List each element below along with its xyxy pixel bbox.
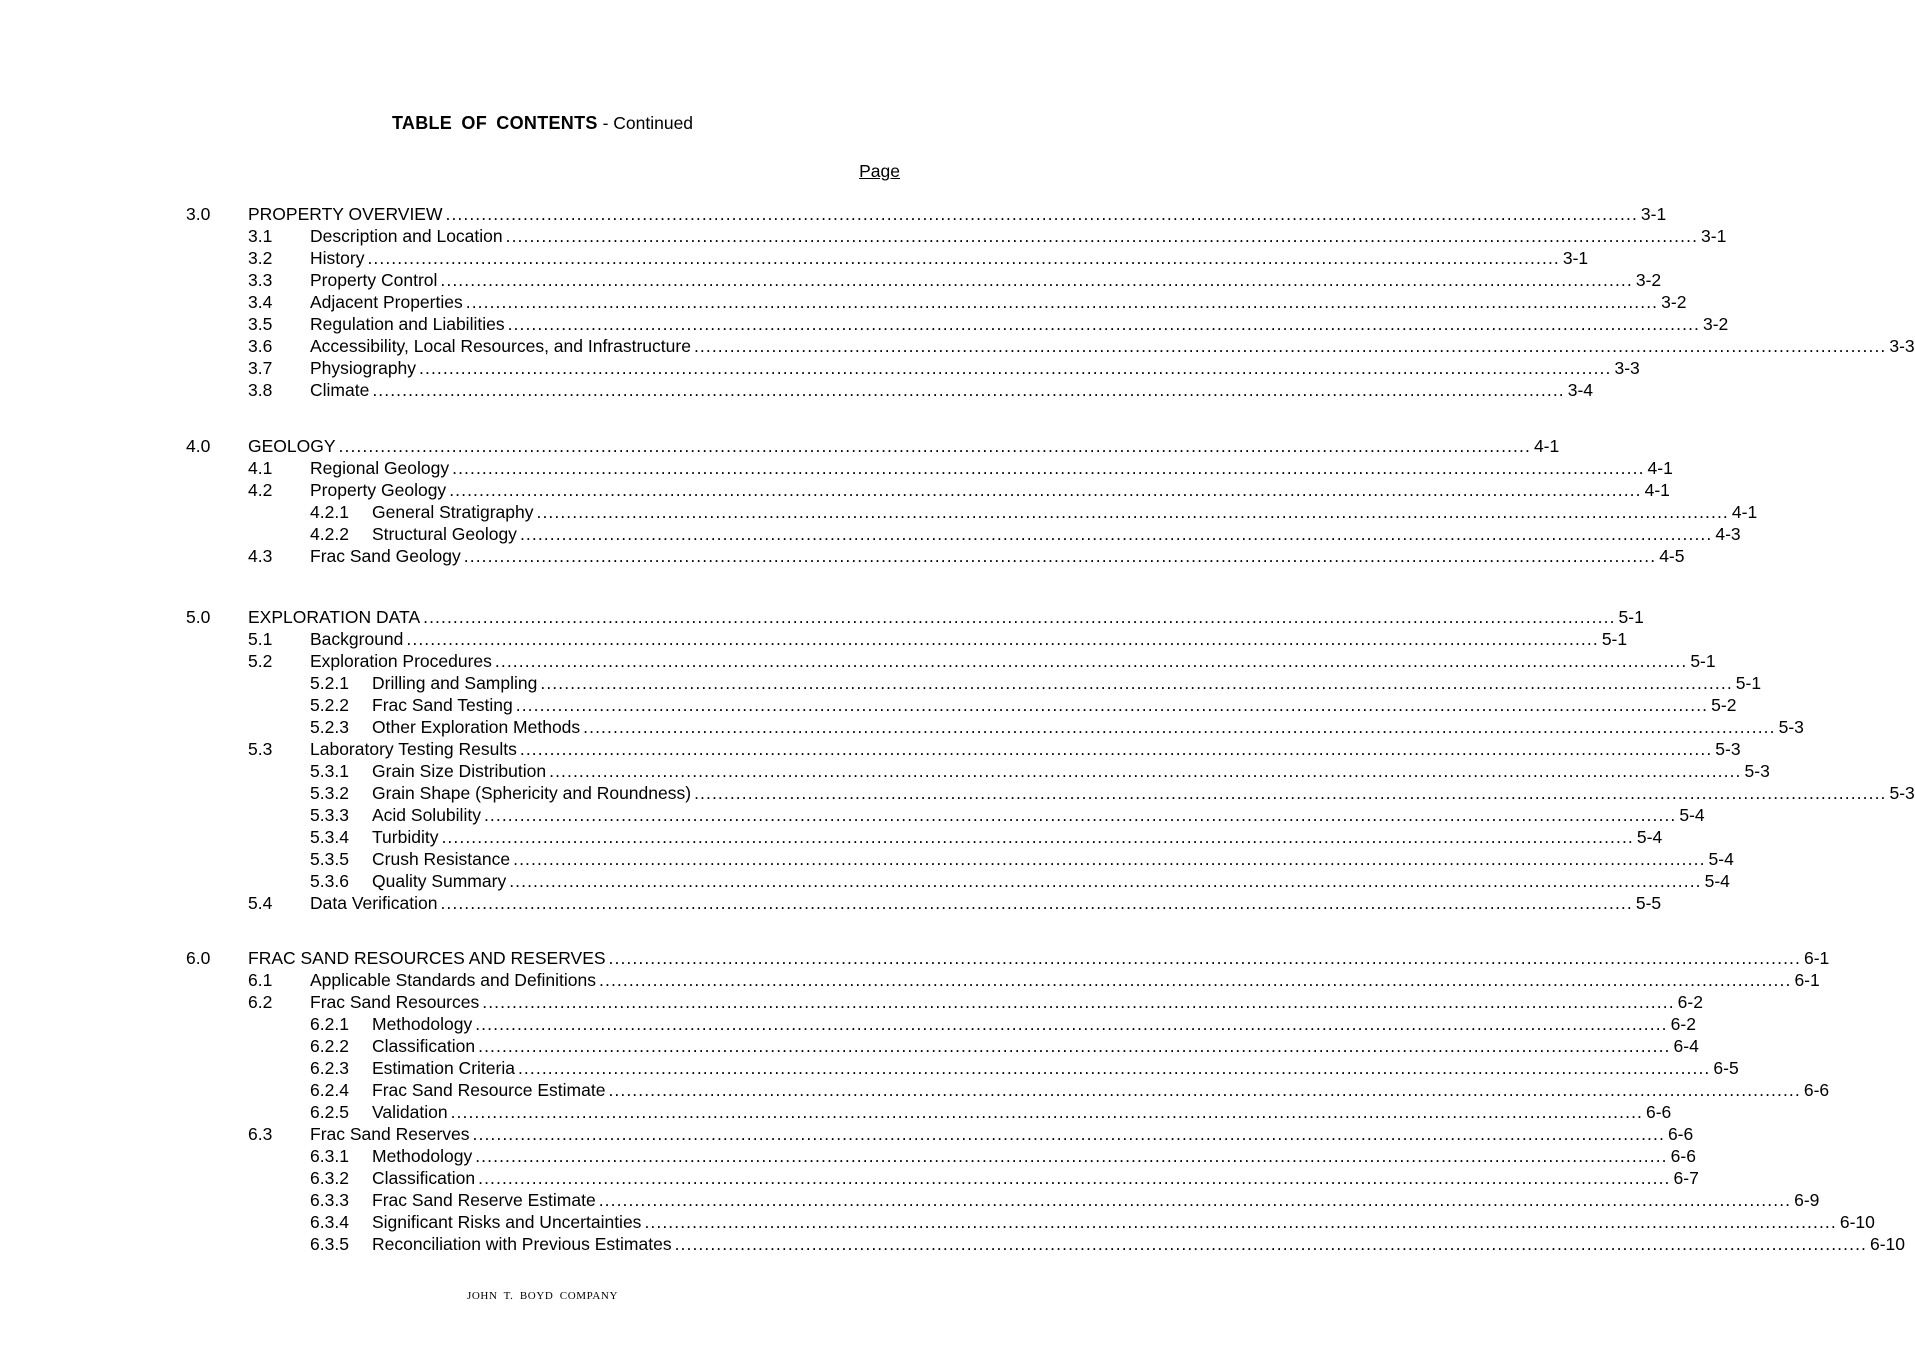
toc-entry-number: 3.8 [248,380,273,400]
toc-entry-leader-line [310,379,1594,401]
toc-entry-title: Adjacent Properties [310,292,463,312]
dot-leader: ........................................................................................................................................................................................................ [372,380,1565,400]
toc-entry-number: 6.2.5 [310,1102,349,1122]
dot-leader: ........................................................................................................................................................................................................ [472,1124,1665,1144]
toc-entry-title: Validation [372,1102,448,1122]
toc-entry-leader-line [310,335,1915,357]
toc-entry [0,628,1628,650]
dot-leader: ........................................................................................................................................................................................................ [483,805,1677,825]
page-column-header: Page [859,161,900,181]
toc-entry-leader-line [310,291,1687,313]
dot-leader: ........................................................................................................................................................................................................ [494,651,1688,671]
toc-entry-leader-line [310,991,1703,1013]
title-bold: TABLE OF CONTENTS [391,113,598,133]
dot-leader: ........................................................................................................................................................................................................ [517,1058,1711,1078]
toc-entry-leader-line [310,269,1662,291]
toc-entry [0,1189,1820,1211]
dot-leader: ........................................................................................................................................................................................................ [608,1080,1801,1100]
toc-entry-number: 6.3 [248,1124,273,1144]
toc-entry-page: 5-3 [1889,783,1915,803]
toc-entry-page: 5-4 [1704,871,1730,891]
dot-leader: ........................................................................................................................................................................................................ [406,629,1599,649]
toc-entry-number: 5.3.4 [310,827,349,847]
toc-entry-title: Estimation Criteria [372,1058,515,1078]
toc-entry-number: 5.2.1 [310,673,349,693]
toc-entry-page: 3-3 [1889,336,1915,356]
toc-entry-page: 5-5 [1635,893,1662,913]
toc-entry-leader-line [372,672,1762,694]
toc-entry-page: 4-1 [1647,458,1673,478]
toc-entry-title: Frac Sand Reserve Estimate [372,1190,596,1210]
toc-entry-page: 3-3 [1614,358,1640,378]
toc-entry [0,501,1758,523]
dot-leader: ........................................................................................................................................................................................................ [674,1234,1867,1254]
toc-entry [0,738,1741,760]
title-suffix: - Continued [597,113,694,133]
toc-entry-title: GEOLOGY [248,436,336,456]
toc-entry-title: Grain Shape (Sphericity and Roundness) [372,783,692,803]
toc-entry-title: PROPERTY OVERVIEW [248,204,443,224]
toc-entry-title: Property Control [310,270,438,290]
toc-entry-leader-line [310,313,1729,335]
toc-entry [0,1057,1739,1079]
dot-leader: ........................................................................................................................................................................................................ [515,695,1709,715]
toc-entry-title: Structural Geology [372,524,517,544]
toc-entry-title: History [310,248,365,268]
toc-entry [0,435,1560,457]
dot-leader: ........................................................................................................................................................................................................ [694,783,1887,803]
toc-entry-number: 6.3.5 [310,1234,349,1254]
toc-entry [0,1167,1699,1189]
toc-entry [0,1123,1694,1145]
toc-entry-leader-line [372,716,1804,738]
toc-entry-page: 5-4 [1708,849,1734,869]
toc-entry-leader-line [310,225,1727,247]
toc-entry-number: 3.6 [248,336,273,356]
toc-entry-number: 5.0 [186,607,211,627]
toc-entry [0,357,1640,379]
toc-entry-page: 3-1 [1701,226,1727,246]
toc-entry [0,694,1737,716]
toc-entry-leader-line [372,1079,1830,1101]
toc-entry-number: 3.7 [248,358,273,378]
toc-entry-page: 5-1 [1690,651,1716,671]
toc-entry-title: Classification [372,1168,476,1188]
toc-entry [0,892,1662,914]
toc-entry-number: 6.2.4 [310,1080,349,1100]
toc-entry [0,1079,1830,1101]
toc-entry-number: 6.2.1 [310,1014,349,1034]
toc-entry-title: General Stratigraphy [372,502,534,522]
toc-entry-number: 5.1 [248,629,273,649]
toc-entry-page: 6-9 [1794,1190,1820,1210]
toc-entry-leader-line [372,782,1915,804]
toc-entry-number: 6.1 [248,970,273,990]
toc-entry-title: Methodology [372,1014,473,1034]
toc-entry-leader-line [372,1057,1739,1079]
toc-entry-page: 6-6 [1646,1102,1672,1122]
toc-entry-number: 3.4 [248,292,273,312]
toc-entry [0,457,1673,479]
toc-entry-leader-line [372,1189,1820,1211]
dot-leader: ........................................................................................................................................................................................................ [599,970,1792,990]
dot-leader: ........................................................................................................................................................................................................ [513,849,1706,869]
toc-entry-title: EXPLORATION DATA [248,607,421,627]
toc-entry [0,650,1716,672]
toc-entry-number: 4.2.1 [310,502,349,522]
toc-entry-leader-line [372,1035,1699,1057]
toc-entry-leader-line [372,1101,1672,1123]
toc-entry-number: 5.2.3 [310,717,349,737]
toc-entry-page: 6-6 [1670,1146,1696,1166]
toc-entry [0,523,1741,545]
toc-entry-page: 6-10 [1839,1212,1875,1232]
dot-leader: ........................................................................................................................................................................................................ [440,270,1633,290]
toc-entry-number: 6.3.1 [310,1146,349,1166]
dot-leader: ........................................................................................................................................................................................................ [445,204,1638,224]
toc-entry-number: 6.3.2 [310,1168,349,1188]
toc-entry-leader-line [310,247,1589,269]
dot-leader: ........................................................................................................................................................................................................ [505,226,1699,246]
toc-entry-page: 3-2 [1635,270,1662,290]
toc-entry [0,1013,1696,1035]
toc-entry-title: Frac Sand Reserves [310,1124,470,1144]
toc-entry-title: Frac Sand Resource Estimate [372,1080,606,1100]
dot-leader: ........................................................................................................................................................................................................ [367,248,1560,268]
dot-leader: ........................................................................................................................................................................................................ [540,673,1733,693]
toc-entry-page: 3-2 [1703,314,1729,334]
toc-entry-title: Physiography [310,358,417,378]
toc-entry [0,947,1830,969]
toc-entry [0,379,1594,401]
toc-entry-number: 4.2 [248,480,273,500]
toc-entry-title: Regulation and Liabilities [310,314,505,334]
toc-entry-leader-line [248,435,1560,457]
toc-entry-leader-line [310,1123,1694,1145]
toc-entry [0,760,1770,782]
toc-entry-page: 6-7 [1673,1168,1699,1188]
toc-entry-page: 6-6 [1667,1124,1694,1144]
toc-entry-title: Crush Resistance [372,849,511,869]
dot-leader: ........................................................................................................................................................................................................ [478,1168,1671,1188]
dot-leader: ........................................................................................................................................................................................................ [452,458,1645,478]
toc-entry [0,203,1667,225]
toc-entry-number: 4.1 [248,458,273,478]
toc-entry [0,716,1804,738]
toc-entry-title: Quality Summary [372,871,507,891]
dot-leader: ........................................................................................................................................................................................................ [441,827,1634,847]
toc-entry-page: 4-1 [1644,480,1670,500]
toc-entry-title: Other Exploration Methods [372,717,581,737]
dot-leader: ........................................................................................................................................................................................................ [536,502,1729,522]
toc-entry-leader-line [372,501,1758,523]
toc-entry-title: Background [310,629,404,649]
toc-entry-page: 6-10 [1870,1234,1906,1254]
toc-entry-title: Climate [310,380,370,400]
toc-entry-leader-line [372,848,1734,870]
toc-entry [0,313,1729,335]
dot-leader: ........................................................................................................................................................................................................ [583,717,1776,737]
dot-leader: ........................................................................................................................................................................................................ [507,314,1700,334]
toc-entry-page: 5-2 [1711,695,1737,715]
toc-entry-title: Drilling and Sampling [372,673,538,693]
toc-entry-title: Accessibility, Local Resources, and Infrastructure [310,336,691,356]
toc-entry [0,247,1589,269]
toc-entry-page: 4-1 [1731,502,1758,522]
toc-entry-leader-line [372,826,1663,848]
toc-entry-leader-line [372,870,1730,892]
toc-entry-title: Classification [372,1036,476,1056]
page-title [0,113,1055,134]
toc-entry-leader-line [310,628,1628,650]
dot-leader: ........................................................................................................................................................................................................ [338,436,1531,456]
toc-entry [0,826,1663,848]
toc-entry-leader-line [372,760,1770,782]
toc-entry-title: Significant Risks and Uncertainties [372,1212,642,1232]
toc-entry-page: 6-6 [1803,1080,1830,1100]
toc-entry-title: Description and Location [310,226,503,246]
dot-leader: ........................................................................................................................................................................................................ [463,546,1657,566]
toc-entry [0,969,1820,991]
toc-entry-number: 5.3.1 [310,761,349,781]
dot-leader: ........................................................................................................................................................................................................ [478,1036,1671,1056]
dot-leader: ........................................................................................................................................................................................................ [482,992,1675,1012]
toc-entry [0,1035,1699,1057]
toc-entry-page: 3-1 [1640,204,1667,224]
toc-entry-title: Frac Sand Resources [310,992,480,1012]
toc-entry-number: 6.0 [186,948,211,968]
toc-entry [0,870,1730,892]
toc-entry-leader-line [372,804,1705,826]
toc-entry-leader-line [372,1233,1906,1255]
toc-entry-leader-line [310,545,1685,567]
toc-entry-title: Frac Sand Geology [310,546,461,566]
toc-entry-leader-line [310,650,1716,672]
toc-entry-title: Applicable Standards and Definitions [310,970,597,990]
toc-entry-page: 5-3 [1778,717,1804,737]
toc-entry-number: 3.1 [248,226,273,246]
toc-entry [0,269,1662,291]
toc-entry-title: FRAC SAND RESOURCES AND RESERVES [248,948,606,968]
toc-entry-number: 3.3 [248,270,273,290]
toc-entry-number: 6.3.4 [310,1212,349,1232]
toc-entry-number: 5.4 [248,893,273,913]
dot-leader: ........................................................................................................................................................................................................ [465,292,1659,312]
toc-entry-number: 5.3.2 [310,783,349,803]
toc-entry-title: Methodology [372,1146,473,1166]
toc-entry-leader-line [310,738,1741,760]
toc-entry-page: 5-1 [1601,629,1628,649]
toc-entry-leader-line [310,357,1640,379]
footer-company: JOHN T. BOYD COMPANY [467,1290,618,1302]
toc-entry-number: 5.3.6 [310,871,349,891]
toc-entry-page: 6-1 [1794,970,1820,990]
toc-entry-leader-line [310,479,1670,501]
dot-leader: ........................................................................................................................................................................................................ [475,1146,1668,1166]
toc-entry-leader-line [372,694,1737,716]
toc-entry-page: 4-5 [1659,546,1685,566]
dot-leader: ........................................................................................................................................................................................................ [598,1190,1792,1210]
toc-entry-leader-line [372,1145,1696,1167]
dot-leader: ........................................................................................................................................................................................................ [509,871,1702,891]
toc-entry-number: 4.3 [248,546,273,566]
toc-entry-page: 6-2 [1677,992,1703,1012]
toc-entry-page: 6-4 [1673,1036,1699,1056]
toc-entry-number: 5.3.5 [310,849,349,869]
toc-entry-leader-line [372,523,1741,545]
dot-leader: ........................................................................................................................................................................................................ [608,948,1801,968]
toc-entry-page: 3-1 [1562,248,1589,268]
toc-entry-title: Turbidity [372,827,439,847]
toc-entry-number: 4.2.2 [310,524,349,544]
toc-entry [0,1101,1672,1123]
toc-entry-number: 3.0 [186,204,211,224]
toc-entry-number: 4.0 [186,436,211,456]
toc-entry-leader-line [310,969,1820,991]
toc-entry-leader-line [372,1211,1875,1233]
toc-entry-page: 6-1 [1803,948,1830,968]
toc-entry-number: 6.2.3 [310,1058,349,1078]
toc-entry-title: Regional Geology [310,458,450,478]
toc-entry [0,606,1644,628]
toc-entry-leader-line [372,1013,1696,1035]
toc-entry-title: Grain Size Distribution [372,761,547,781]
toc-entry-number: 5.3 [248,739,273,759]
dot-leader: ........................................................................................................................................................................................................ [450,1102,1643,1122]
dot-leader: ........................................................................................................................................................................................................ [519,524,1713,544]
toc-entry-page: 5-1 [1735,673,1762,693]
toc-entry-page: 5-3 [1715,739,1741,759]
toc-entry-page: 6-5 [1713,1058,1739,1078]
toc-entry-leader-line [372,1167,1699,1189]
dot-leader: ........................................................................................................................................................................................................ [519,739,1713,759]
dot-leader: ........................................................................................................................................................................................................ [693,336,1887,356]
toc-entry [0,848,1734,870]
toc-entry-title: Frac Sand Testing [372,695,513,715]
toc-entry-title: Reconciliation with Previous Estimates [372,1234,672,1254]
toc-entry-title: Laboratory Testing Results [310,739,517,759]
toc-entry [0,291,1687,313]
dot-leader: ........................................................................................................................................................................................................ [549,761,1742,781]
toc-entry [0,545,1685,567]
dot-leader: ........................................................................................................................................................................................................ [419,358,1612,378]
dot-leader: ........................................................................................................................................................................................................ [449,480,1642,500]
toc-entry [0,479,1670,501]
toc-entry-number: 6.3.3 [310,1190,349,1210]
toc-entry-page: 3-4 [1567,380,1594,400]
toc-entry-page: 6-2 [1670,1014,1696,1034]
toc-entry [0,991,1703,1013]
dot-leader: ........................................................................................................................................................................................................ [440,893,1633,913]
toc-entry-number: 5.2.2 [310,695,349,715]
toc-entry [0,1145,1696,1167]
toc-entry-number: 6.2 [248,992,273,1012]
toc-entry-title: Exploration Procedures [310,651,492,671]
toc-entry [0,225,1727,247]
toc-entry-page: 5-1 [1618,607,1644,627]
toc-entry-leader-line [310,457,1673,479]
toc-entry-leader-line [248,606,1644,628]
toc-entry [0,1211,1875,1233]
toc-entry [0,782,1915,804]
toc-entry-number: 6.2.2 [310,1036,349,1056]
toc-entry-number: 3.5 [248,314,273,334]
toc-entry [0,804,1705,826]
toc-entry [0,335,1915,357]
dot-leader: ........................................................................................................................................................................................................ [475,1014,1668,1034]
toc-entry-leader-line [310,892,1662,914]
toc-entry [0,1233,1906,1255]
toc-entry-title: Property Geology [310,480,447,500]
toc-entry-leader-line [248,203,1667,225]
toc-entry-title: Acid Solubility [372,805,481,825]
toc-entry [0,672,1762,694]
toc-entry-page: 5-4 [1679,805,1705,825]
toc-entry-page: 4-1 [1533,436,1560,456]
dot-leader: ........................................................................................................................................................................................................ [423,607,1616,627]
toc-entry-leader-line [248,947,1830,969]
toc-entry-page: 5-3 [1744,761,1770,781]
dot-leader: ........................................................................................................................................................................................................ [644,1212,1837,1232]
toc-entry-number: 5.3.3 [310,805,349,825]
toc-entry-number: 5.2 [248,651,273,671]
toc-entry-page: 4-3 [1715,524,1741,544]
toc-entry-page: 5-4 [1636,827,1663,847]
toc-entry-page: 3-2 [1661,292,1687,312]
toc-entry-title: Data Verification [310,893,438,913]
toc-entry-number: 3.2 [248,248,273,268]
